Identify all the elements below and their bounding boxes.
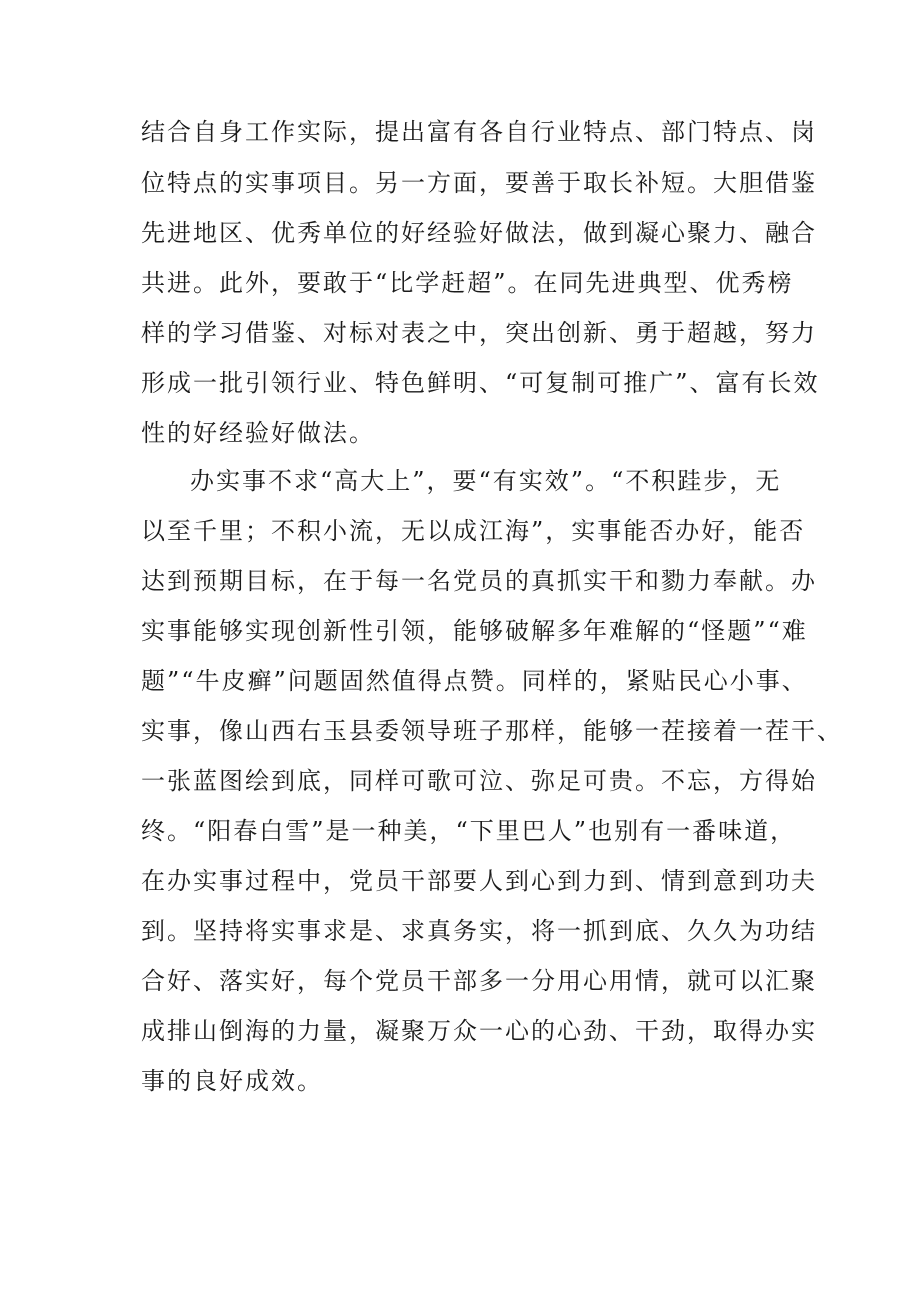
text-line: 在办实事过程中，党员干部要人到心到力到、情到意到功夫	[141, 867, 817, 895]
text-line: 实事，像山西右玉县委领导班子那样，能够一茬接着一茬干、	[141, 717, 843, 745]
text-line: 一张蓝图绘到底，同样可歌可泣、弥足可贵。不忘，方得始	[141, 767, 817, 795]
text-line: 到。坚持将实事求是、求真务实，将一抓到底、久久为功结	[141, 917, 817, 945]
text-line: 先进地区、优秀单位的好经验好做法，做到凝心聚力、融合	[141, 219, 817, 247]
text-line: 实事能够实现创新性引领，能够破解多年难解的“怪题”“难	[141, 617, 808, 645]
text-line: 合好、落实好，每个党员干部多一分用心用情，就可以汇聚	[141, 967, 817, 995]
text-line: 样的学习借鉴、对标对表之中，突出创新、勇于超越，努力	[141, 319, 817, 347]
text-line: 成排山倒海的力量，凝聚万众一心的心劲、干劲，取得办实	[141, 1017, 817, 1045]
text-line: 事的良好成效。	[141, 1067, 323, 1095]
text-line: 终。“阳春白雪”是一种美，“下里巴人”也别有一番味道，	[141, 817, 797, 845]
text-line: 形成一批引领行业、特色鲜明、“可复制可推广”、富有长效	[141, 369, 820, 397]
text-line: 达到预期目标，在于每一名党员的真抓实干和勠力奉献。办	[141, 567, 817, 595]
text-line: 结合自身工作实际，提出富有各自行业特点、部门特点、岗	[141, 118, 817, 146]
text-line: 性的好经验好做法。	[141, 419, 375, 447]
text-line: 位特点的实事项目。另一方面，要善于取长补短。大胆借鉴	[141, 169, 817, 197]
text-line: 题”“牛皮癣”问题固然值得点赞。同样的，紧贴民心小事、	[141, 667, 808, 695]
paragraph-first-line: 办实事不求“高大上”，要“有实效”。“不积跬步，无	[190, 467, 782, 495]
text-line: 共进。此外，要敢于“比学赶超”。在同先进典型、优秀榜	[141, 269, 794, 297]
text-line: 以至千里；不积小流，无以成江海”，实事能否办好，能否	[141, 517, 806, 545]
